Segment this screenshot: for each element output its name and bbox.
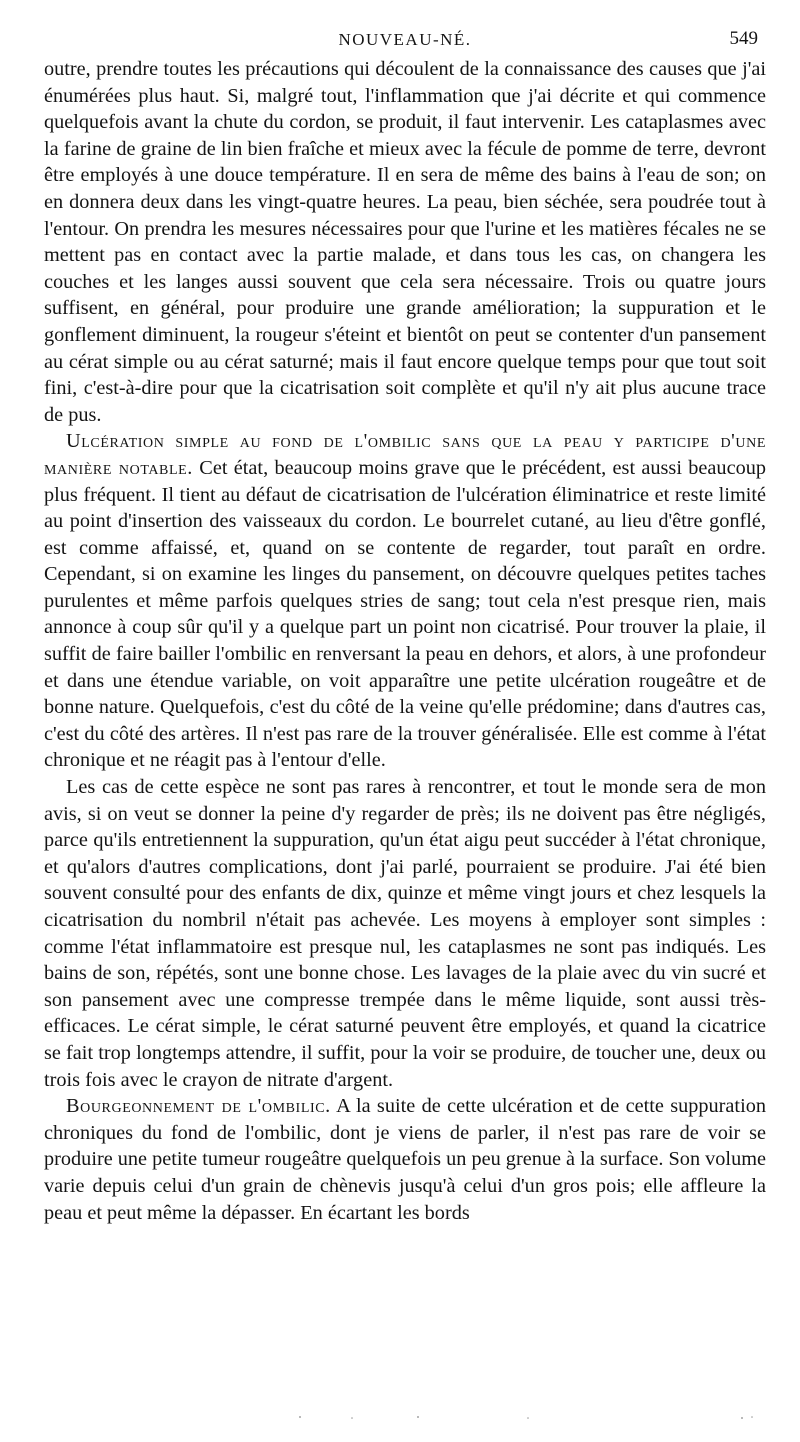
running-head [44,26,766,56]
paragraph-4-text: A la suite de cette ulcération et de cette suppuration chroniques du fond de l'ombilic, dont je viens de parler, il n'est pas rare de voir se produire une petite tumeur rougeâtre quelquefois un peu grenue à la surface. Son volume varie depuis celui d'un grain de chènevis jusqu'à celui d'un gros pois; elle affleure la peau et peut même la dépasser. En écartant les bords [44,1095,766,1224]
paragraph-1-text: outre, prendre toutes les précautions qui découlent de la connaissance des causes que j'ai énumérées plus haut. Si, malgré tout, l'inflammation que j'ai décrite et qui commence quelquefois avant la chute du cordon, se produit, il faut intervenir. Les cataplasmes avec la farine de graine de lin bien fraîche et mieux avec la fécule de pomme de terre, devront être employés à une douce température. Il en sera de même des bains à l'eau de son; on en donnera deux dans les vingt-quatre heures. La peau, bien séchée, sera poudrée tout à l'entour. On prendra les mesures nécessaires pour que l'urine et les matières fécales ne se mettent pas en contact avec la partie malade, et dans tous les cas, on changera les couches et les langes aussi souvent que cela sera nécessaire. Trois ou quatre jours suffisent, en général, pour produire une grande amélioration; la suppuration et le gonflement diminuent, la rougeur s'éteint et bientôt on peut se contenter d'un pansement au cérat simple ou au cérat saturné; mais il faut encore quelque temps pour que tout soit fini, c'est-à-dire pour que la cicatrisation soit complète et qu'il n'y ait plus aucune trace de pus. [44,58,766,426]
paragraph-3-text: Les cas de cette espèce ne sont pas rares à rencontrer, et tout le monde sera de mon avis, si on veut se donner la peine d'y regarder de près; ils ne doivent pas être négligés, parce qu'ils entretiennent la suppuration, qu'un état aigu peut succéder à l'état chronique, et qu'alors d'autres complications, dont j'ai parlé, pourraient se produire. J'ai été bien souvent consulté pour des enfants de dix, quinze et même vingt jours et chez lesquels la cicatrisation du nombril n'était pas achevée. Les moyens à employer sont simples : comme l'état inflammatoire est presque nul, les cataplasmes ne sont pas indiqués. Les bains de son, répétés, sont une bonne chose. Les lavages de la plaie avec du vin sucré et son pansement avec une compresse trempée dans le même liquide, sont aussi très-efficaces. Le cérat simple, le cérat saturné peuvent être employés, et quand la cicatrice se fait trop longtemps attendre, il suffit, pour la voir se produire, de toucher une, deux ou trois fois avec le crayon de nitrate d'argent. [44,776,766,1091]
paragraph-2-text: Cet état, beaucoup moins grave que le précédent, est aussi beaucoup plus fréquent. Il tient au défaut de cicatrisation de l'ulcération éliminatrice et reste limité au point d'insertion des vaisseaux du cordon. Le bourrelet cutané, au lieu d'être gonflé, est comme affaissé, et, quand on se contente de regarder, tout paraît en ordre. Cependant, si on examine les linges du pansement, on découvre quelques petites taches purulentes et même parfois quelques stries de sang; tout cela n'est presque rien, mais annonce à coup sûr qu'il y a quelque part un point non cicatrisé. Pour trouver la plaie, il suffit de faire bailler l'ombilic en renversant la peau en dehors, et alors, à une profondeur et dans une étendue variable, on voit apparaître une petite ulcération rougeâtre et de bonne nature. Quelquefois, c'est du côté de la veine qu'elle prédomine; dans d'autres cas, c'est du côté des artères. Il n'est pas rare de la trouver généralisée. Elle est comme à l'état chronique et ne réagit pas à l'entour d'elle. [44,456,766,772]
scan-specks [0,1412,800,1424]
page-number: 549 [729,28,758,49]
section-heading-bourgeonnement: Bourgeonnement de l'ombilic. [66,1095,331,1118]
running-title: NOUVEAU-NÉ. [338,30,472,49]
paragraph-4 [44,1093,766,1226]
section-heading-ulceration: Ulcération simple au fond de l'ombilic sans que la peau y participe d'une manière notable. [44,430,766,479]
paragraph-3 [44,774,766,1093]
paragraph-1 [44,56,766,428]
paragraph-2 [44,428,766,774]
book-page [44,26,766,1226]
